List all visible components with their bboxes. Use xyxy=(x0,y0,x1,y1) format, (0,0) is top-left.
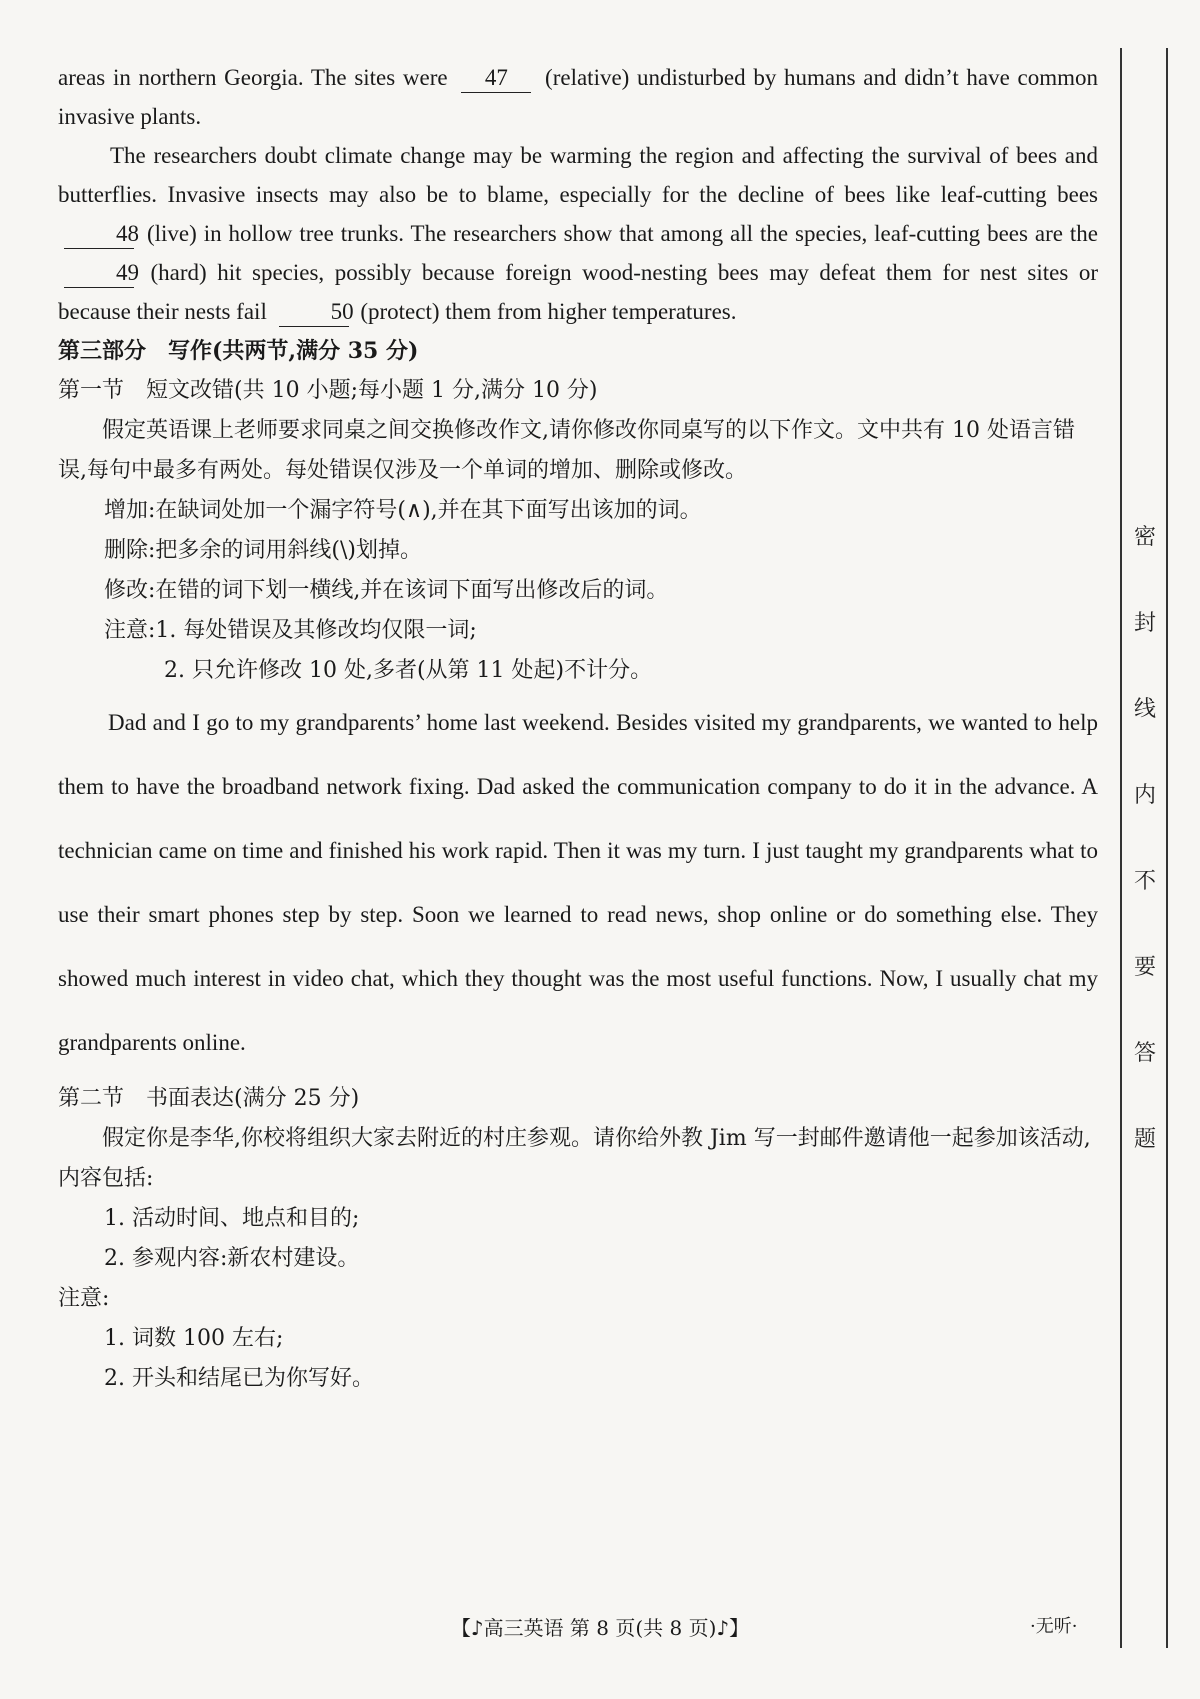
seal-char: 不 xyxy=(1133,869,1156,894)
section2-item-2: 2. 参观内容:新农村建设。 xyxy=(104,1246,360,1271)
seal-char: 密 xyxy=(1133,525,1156,550)
footer-mark: ·无听· xyxy=(1030,1616,1078,1637)
seal-char: 题 xyxy=(1133,1127,1156,1152)
seal-line-text xyxy=(1130,520,1160,1208)
passage-paragraph-1 xyxy=(58,58,1098,136)
passage-paragraph-2 xyxy=(58,136,1098,331)
seal-char: 内 xyxy=(1133,783,1156,808)
section1-note-1: 注意:1. 每处错误及其修改均仅限一词; xyxy=(104,618,477,643)
instruction-modify: 修改:在错的词下划一横线,并在该词下面写出修改后的词。 xyxy=(104,578,669,603)
blank-50[interactable]: 50 xyxy=(279,298,349,327)
passage-continuation xyxy=(58,58,1098,331)
passage-text: (hard) hit species, possibly because foreign wood-nesting bees may defeat them for nest sites or because their nests fail xyxy=(58,260,1098,324)
section2-note-label: 注意: xyxy=(58,1286,110,1311)
blank-49[interactable]: 49 xyxy=(64,259,134,288)
blank-48[interactable]: 48 xyxy=(64,220,134,249)
error-correction-essay: Dad and I go to my grandparents’ home last weekend. Besides visited my grandparents, we wanted to help them to have the broadband network fixing. Dad asked the communication company to do it in the advance. A technician came on time and finished his work rapid. Then it was my turn. I just taught my grandparents what to use their smart phones step by step. Soon we learned to read news, shop online or do something else. They showed much interest in video chat, which they thought was the most useful functions. Now, I usually chat my grandparents online. xyxy=(58,710,1098,1055)
passage-text: (relative) undisturbed by humans and didn’t have common invasive plants. xyxy=(58,65,1099,129)
part3-title: 第三部分 写作(共两节,满分 35 分) xyxy=(58,338,419,364)
page-content xyxy=(58,58,1098,1399)
seal-char: 线 xyxy=(1133,697,1156,722)
seal-char: 封 xyxy=(1133,611,1156,636)
section1-note-2: 2. 只允许修改 10 处,多者(从第 11 处起)不计分。 xyxy=(164,658,653,683)
section2-title: 第二节 书面表达(满分 25 分) xyxy=(58,1086,360,1111)
section1-instructions: 假定英语课上老师要求同桌之间交换修改作文,请你修改你同桌写的以下作文。文中共有 10 处语言错误,每句中最多有两处。每处错误仅涉及一个单词的增加、删除或修改。 xyxy=(58,418,1075,483)
instruction-add: 增加:在缺词处加一个漏字符号(∧),并在其下面写出该加的词。 xyxy=(104,498,702,523)
section1-title: 第一节 短文改错(共 10 小题;每小题 1 分,满分 10 分) xyxy=(58,378,598,403)
page-footer: 【♪高三英语 第 8 页(共 8 页)♪】 xyxy=(450,1616,750,1640)
section2-note-2: 2. 开头和结尾已为你写好。 xyxy=(104,1366,374,1391)
section2-note-1: 1. 词数 100 左右; xyxy=(104,1326,284,1351)
passage-text: (live) in hollow tree trunks. The researchers show that among all the species, leaf-cutting bees are the xyxy=(146,221,1098,246)
passage-text: areas in northern Georgia. The sites were xyxy=(58,65,448,90)
blank-47[interactable]: 47 xyxy=(461,64,531,93)
section2-instructions: 假定你是李华,你校将组织大家去附近的村庄参观。请你给外教 Jim 写一封邮件邀请他一起参加该活动,内容包括: xyxy=(58,1126,1091,1191)
seal-char: 答 xyxy=(1133,1041,1156,1066)
seal-char: 要 xyxy=(1133,955,1156,980)
passage-text: The researchers doubt climate change may be warming the region and affecting the survival of bees and butterflies. Invasive insects may also be to blame, especially for the decline of bees like leaf-cutting bees xyxy=(58,143,1098,207)
section2-item-1: 1. 活动时间、地点和目的; xyxy=(104,1206,360,1231)
passage-text: (protect) them from higher temperatures. xyxy=(360,299,737,324)
instruction-delete: 删除:把多余的词用斜线(\)划掉。 xyxy=(104,538,422,563)
